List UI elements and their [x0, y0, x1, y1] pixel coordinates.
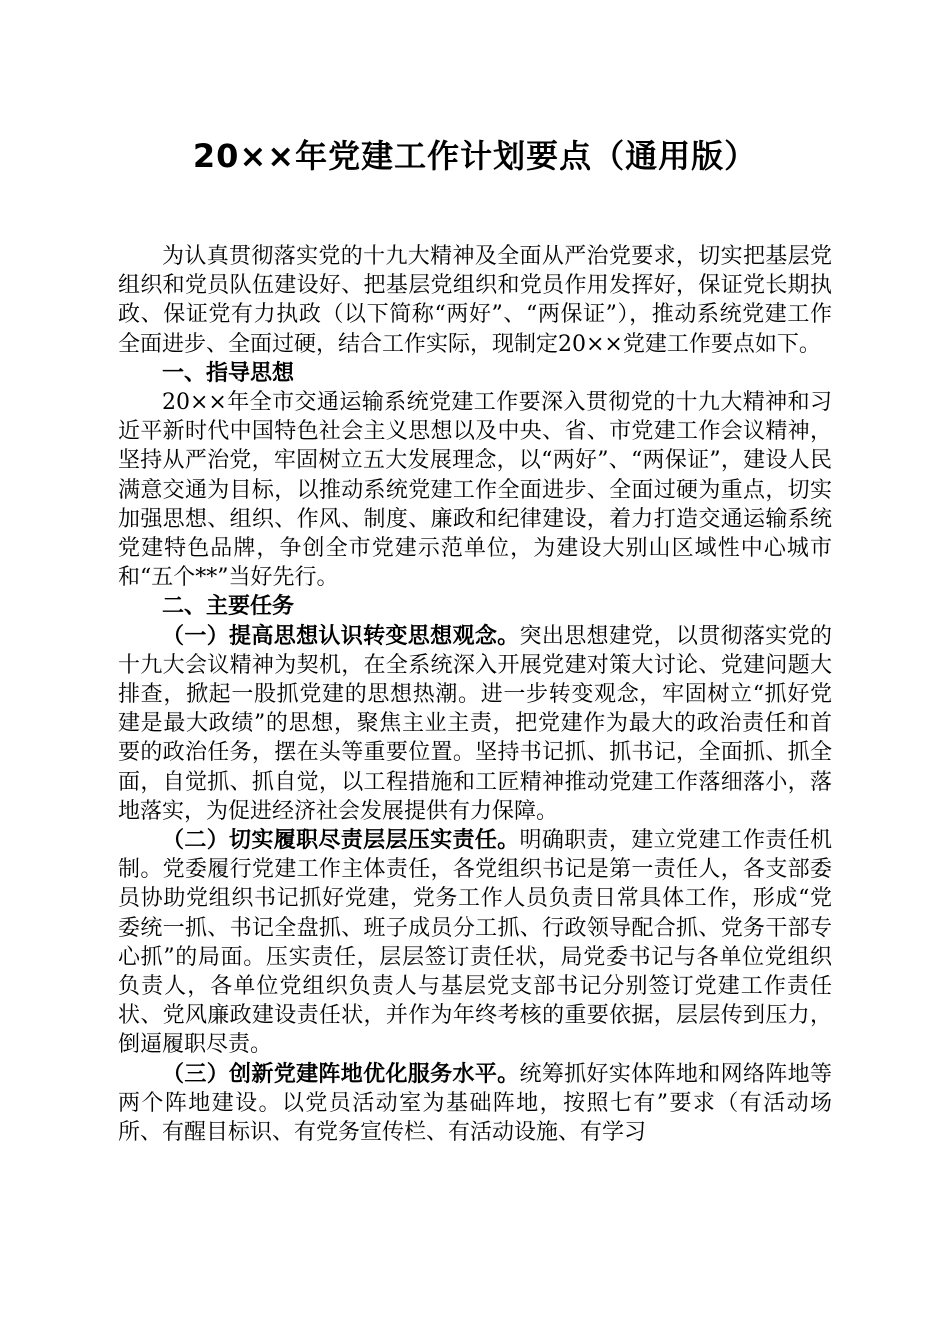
guiding-thought-paragraph: 20××年全市交通运输系统党建工作要深入贯彻党的十九大精神和习近平新时代中国特色社会主义思想以及中央、省、市党建工作会议精神，坚持从严治党，牢固树立五大发展理念，以“两好”、“两保证”，建设人民满意交通为目标，以推动系统党建工作全面进步、全面过硬为重点，切实加强思想、组织、作风、制度、廉政和纪律建设，着力打造交通运输系统党建特色品牌，争创全市党建示范单位，为建设大别山区域性中心城市和“五个**”当好先行。 [118, 390, 832, 591]
task-paragraph-2 [118, 826, 832, 1060]
task-paragraph-1 [118, 622, 832, 826]
task-lead-1: （一）提高思想认识转变思想观念。 [162, 622, 520, 649]
section-heading-main-tasks: 二、主要任务 [162, 594, 295, 620]
task-lead-2: （二）切实履职尽责层层压实责任。 [162, 827, 520, 854]
task-text-1: 突出思想建党，以贯彻落实党的十九大会议精神为契机，在全系统深入开展党建对策大讨论、党建问题大排查，掀起一股抓党建的思想热潮。进一步转变观念，牢固树立“抓好党建是最大政绩”的思想，聚焦主业主责，把党建作为最大的政治责任和首要的政治任务，摆在头等重要位置。坚持书记抓、抓书记，全面抓、抓全面，自觉抓、抓自觉，以工程措施和工匠精神推动党建工作落细落小，落地落实，为促进经济社会发展提供有力保障。 [118, 623, 832, 824]
document-title: 20××年党建工作计划要点（通用版） [192, 137, 758, 175]
intro-paragraph: 为认真贯彻落实党的十九大精神及全面从严治党要求，切实把基层党组织和党员队伍建设好、把基层党组织和党员作用发挥好，保证党长期执政、保证党有力执政（以下简称“两好”、“两保证”），推动系统党建工作全面进步、全面过硬，结合工作实际，现制定20××党建工作要点如下。 [118, 244, 832, 357]
task-paragraph-3 [118, 1060, 832, 1148]
document-body [118, 242, 832, 1147]
task-text-2: 明确职责，建立党建工作责任机制。党委履行党建工作主体责任，各党组织书记是第一责任人，各支部委员协助党组织书记抓好党建，党务工作人员负责日常具体工作，形成“党委统一抓、书记全盘抓、班子成员分工抓、行政领导配合抓、党务干部专心抓”的局面。压实责任，层层签订责任状，局党委书记与各单位党组织负责人，各单位党组织负责人与基层党支部书记分别签订党建工作责任状、党风廉政建设责任状，并作为年终考核的重要依据，层层传到压力，倒逼履职尽责。 [118, 828, 832, 1058]
task-text-3: 统筹抓好实体阵地和网络阵地等两个阵地建设。以党员活动室为基础阵地，按照七有”要求（有活动场所、有醒目标识、有党务宣传栏、有活动设施、有学习 [118, 1061, 832, 1146]
task-lead-3: （三）创新党建阵地优化服务水平。 [162, 1060, 520, 1087]
section-heading-guiding-thought: 一、指导思想 [162, 360, 295, 386]
